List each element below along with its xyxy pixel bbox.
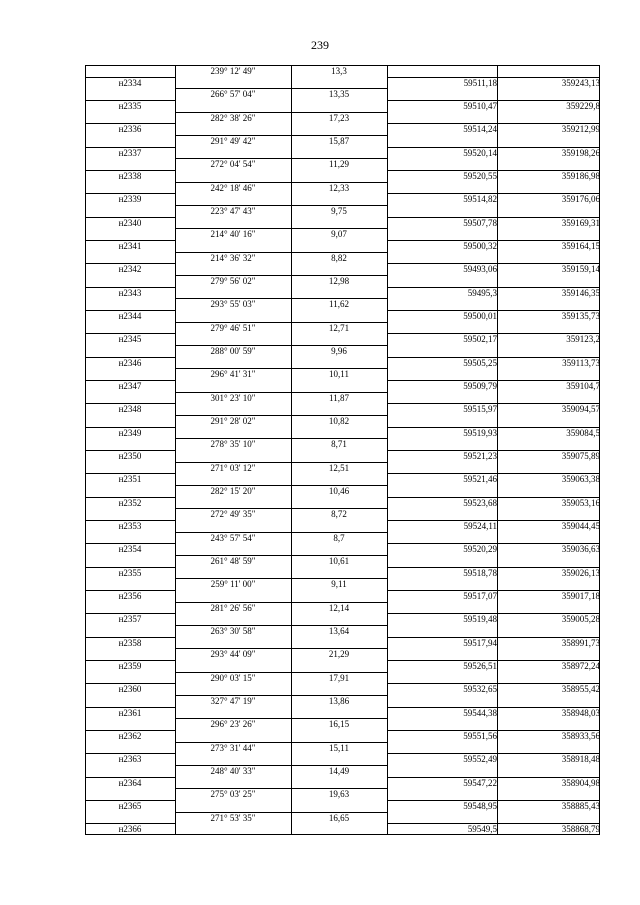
row-divider <box>175 322 387 323</box>
segment-length: 12,51 <box>328 462 350 473</box>
coordinate-y: 358868,79 <box>561 824 600 835</box>
row-divider <box>85 520 175 521</box>
coordinate-y: 358904,98 <box>561 777 600 788</box>
row-divider <box>85 123 175 124</box>
coordinate-y: 359186,98 <box>561 171 600 181</box>
point-id: н2353 <box>118 521 142 531</box>
coordinate-y: 359229,8 <box>566 101 600 111</box>
segment-length: 8,71 <box>331 439 347 450</box>
direction-angle: 271° 03' 12" <box>210 462 256 473</box>
coordinate-x: 59509,79 <box>463 381 497 391</box>
coordinate-x: 59514,24 <box>463 124 497 135</box>
coordinate-y: 359159,14 <box>561 264 600 275</box>
row-divider <box>175 345 387 346</box>
coordinate-y: 359036,63 <box>561 544 600 555</box>
direction-angle: 243° 57' 54" <box>210 532 256 543</box>
point-id: н2350 <box>118 451 142 461</box>
row-divider <box>175 228 387 229</box>
point-id: н2343 <box>118 287 142 298</box>
coordinate-x: 59517,07 <box>463 591 497 601</box>
coordinate-x: 59523,68 <box>463 497 497 508</box>
row-divider <box>387 357 600 358</box>
row-divider <box>387 217 600 218</box>
segment-length: 11,29 <box>329 159 349 170</box>
row-divider <box>387 240 600 241</box>
coordinate-x: 59495,3 <box>467 287 497 298</box>
row-divider <box>175 695 387 696</box>
point-id: н2337 <box>118 147 142 158</box>
segment-length: 17,23 <box>328 112 350 123</box>
coordinate-x: 59544,38 <box>463 707 497 718</box>
direction-angle: 301° 23' 10" <box>210 392 256 403</box>
coordinate-x: 59520,14 <box>463 147 497 158</box>
coordinate-y: 358933,56 <box>561 731 600 741</box>
coordinate-x: 59549,5 <box>467 824 497 835</box>
point-id: н2358 <box>118 637 142 648</box>
coordinate-x: 59511,18 <box>463 77 497 88</box>
direction-angle: 273° 31' 44" <box>210 742 256 753</box>
coordinate-x: 59526,51 <box>463 661 497 671</box>
coordinate-x: 59518,78 <box>463 567 497 578</box>
row-divider <box>85 707 175 708</box>
coordinate-y: 359063,38 <box>561 474 600 485</box>
point-id: н2363 <box>118 754 142 765</box>
coordinate-y: 359075,89 <box>561 451 600 461</box>
segment-length: 15,87 <box>328 136 350 146</box>
point-id: н2354 <box>118 544 142 555</box>
row-divider <box>387 683 600 684</box>
row-divider <box>85 380 175 381</box>
row-divider <box>387 147 600 148</box>
row-divider <box>175 672 387 673</box>
segment-length: 10,46 <box>328 486 350 496</box>
row-divider <box>175 508 387 509</box>
coordinate-x: 59521,46 <box>463 474 497 485</box>
coordinate-x: 59502,17 <box>463 334 497 345</box>
segment-length: 9,75 <box>331 206 347 216</box>
segment-length: 13,64 <box>328 626 350 636</box>
row-divider <box>387 77 600 78</box>
row-divider <box>387 730 600 731</box>
row-divider <box>175 555 387 556</box>
row-divider <box>175 718 387 719</box>
row-divider <box>175 648 387 649</box>
direction-angle: 266° 57' 04" <box>210 89 256 100</box>
point-id: н2361 <box>118 707 142 718</box>
coordinate-y: 359169,31 <box>561 217 600 228</box>
coordinate-y: 359113,73 <box>562 357 600 368</box>
row-divider <box>387 333 600 334</box>
direction-angle: 279° 46' 51" <box>210 322 256 333</box>
row-divider <box>85 660 175 661</box>
segment-length: 8,7 <box>333 532 345 543</box>
segment-length: 14,49 <box>328 766 350 776</box>
coordinate-y: 359135,73 <box>561 311 600 321</box>
segment-length: 16,15 <box>328 719 350 730</box>
coordinate-x: 59519,93 <box>463 427 497 438</box>
point-id: н2338 <box>118 171 142 181</box>
row-divider <box>175 532 387 533</box>
segment-length: 12,33 <box>328 182 350 193</box>
point-id: н2336 <box>118 124 142 135</box>
row-divider <box>85 590 175 591</box>
segment-length: 10,61 <box>328 556 350 566</box>
coordinate-y: 358972,24 <box>561 661 600 671</box>
point-id: н2357 <box>118 614 142 625</box>
direction-angle: 272° 49' 35" <box>210 509 256 520</box>
direction-angle: 263° 30' 58" <box>210 626 256 636</box>
direction-angle: 259° 11' 00" <box>210 579 256 590</box>
coordinate-y: 359212,99 <box>561 124 600 135</box>
segment-length: 15,11 <box>329 742 349 753</box>
row-divider <box>85 613 175 614</box>
direction-angle: 291° 49' 42" <box>210 136 256 146</box>
row-divider <box>387 497 600 498</box>
row-divider <box>175 812 387 813</box>
point-id: н2339 <box>118 194 142 205</box>
row-divider <box>85 357 175 358</box>
row-divider <box>175 158 387 159</box>
segment-length: 9,07 <box>331 229 347 240</box>
coordinate-x: 59505,25 <box>463 357 497 368</box>
row-divider <box>387 193 600 194</box>
row-divider <box>175 765 387 766</box>
row-divider <box>387 287 600 288</box>
direction-angle: 214° 36' 32" <box>210 252 256 263</box>
coordinate-y: 359176,06 <box>561 194 600 205</box>
row-divider <box>387 263 600 264</box>
row-divider <box>387 450 600 451</box>
row-divider <box>85 287 175 288</box>
row-divider <box>85 777 175 778</box>
row-divider <box>175 182 387 183</box>
point-id: н2334 <box>118 77 142 88</box>
page-number: 239 <box>311 38 329 52</box>
row-divider <box>85 637 175 638</box>
direction-angle: 248° 40' 33" <box>210 766 256 776</box>
row-divider <box>85 450 175 451</box>
row-divider <box>387 473 600 474</box>
coordinate-x: 59500,32 <box>463 241 497 251</box>
direction-angle: 327° 47' 19" <box>210 696 256 706</box>
coordinate-y: 358955,42 <box>561 684 600 695</box>
coordinate-y: 359017,18 <box>561 591 600 601</box>
direction-angle: 275° 03' 25" <box>210 789 256 800</box>
coordinate-x: 59552,49 <box>463 754 497 765</box>
row-divider <box>85 730 175 731</box>
row-divider <box>175 275 387 276</box>
point-id: н2351 <box>118 474 142 485</box>
coordinate-x: 59520,29 <box>463 544 497 555</box>
coordinate-x: 59507,78 <box>463 217 497 228</box>
row-divider <box>387 310 600 311</box>
row-divider <box>85 333 175 334</box>
coordinate-y: 359053,16 <box>561 497 600 508</box>
segment-length: 10,82 <box>328 416 350 426</box>
row-divider <box>175 415 387 416</box>
row-divider <box>387 777 600 778</box>
row-divider <box>175 392 387 393</box>
row-divider <box>175 742 387 743</box>
point-id: н2366 <box>118 824 142 835</box>
row-divider <box>85 567 175 568</box>
segment-length: 21,29 <box>328 649 350 660</box>
segment-length: 13,86 <box>328 696 350 706</box>
row-divider <box>175 88 387 89</box>
row-divider <box>175 438 387 439</box>
coordinate-x: 59515,97 <box>463 404 497 415</box>
row-divider <box>387 567 600 568</box>
point-id: н2359 <box>118 661 142 671</box>
coordinate-y: 359123,2 <box>566 334 600 345</box>
row-divider <box>387 637 600 638</box>
direction-angle: 293° 55' 03" <box>210 299 256 310</box>
row-divider <box>175 602 387 603</box>
coordinate-x: 59510,47 <box>463 101 497 111</box>
point-id: н2365 <box>118 801 142 811</box>
coordinate-x: 59532,65 <box>463 684 497 695</box>
row-divider <box>85 403 175 404</box>
segment-length: 9,96 <box>331 346 347 356</box>
coordinate-x: 59514,82 <box>463 194 497 205</box>
segment-length: 10,11 <box>329 369 349 380</box>
row-divider <box>85 77 175 78</box>
row-divider <box>85 193 175 194</box>
point-id: н2360 <box>118 684 142 695</box>
row-divider <box>85 427 175 428</box>
row-divider <box>387 590 600 591</box>
row-divider <box>85 497 175 498</box>
point-id: н2352 <box>118 497 142 508</box>
direction-angle: 282° 15' 20" <box>210 486 256 496</box>
row-divider <box>175 625 387 626</box>
coordinate-x: 59548,95 <box>463 801 497 811</box>
segment-length: 8,82 <box>331 252 347 263</box>
direction-angle: 282° 38' 26" <box>210 112 256 123</box>
coordinate-y: 359198,26 <box>561 147 600 158</box>
coordinate-x: 59520,55 <box>463 171 497 181</box>
row-divider <box>85 170 175 171</box>
row-divider <box>85 473 175 474</box>
point-id: н2364 <box>118 777 142 788</box>
coordinate-x: 59551,56 <box>463 731 497 741</box>
point-id: н2335 <box>118 101 142 111</box>
coordinates-table <box>85 65 600 835</box>
row-divider <box>387 660 600 661</box>
coordinate-y: 358885,43 <box>561 801 600 811</box>
direction-angle: 288° 00' 59" <box>210 346 256 356</box>
point-id: н2342 <box>118 264 142 275</box>
row-divider <box>85 310 175 311</box>
coordinate-x: 59493,06 <box>463 264 497 275</box>
point-id: н2347 <box>118 381 142 391</box>
point-id: н2340 <box>118 217 142 228</box>
direction-angle: 290° 03' 15" <box>210 672 256 683</box>
direction-angle: 296° 41' 31" <box>210 369 256 380</box>
segment-length: 19,63 <box>328 789 350 800</box>
row-divider <box>387 170 600 171</box>
row-divider <box>387 613 600 614</box>
row-divider <box>85 147 175 148</box>
row-divider <box>85 217 175 218</box>
row-divider <box>175 462 387 463</box>
row-divider <box>387 753 600 754</box>
segment-length: 12,14 <box>328 602 350 613</box>
coordinate-y: 358948,03 <box>561 707 600 718</box>
row-divider <box>85 263 175 264</box>
direction-angle: 281° 26' 56" <box>210 602 256 613</box>
coordinate-x: 59521,23 <box>463 451 497 461</box>
row-divider <box>175 485 387 486</box>
direction-angle: 272° 04' 54" <box>210 159 256 170</box>
coordinate-y: 359146,35 <box>561 287 600 298</box>
segment-length: 17,91 <box>328 672 350 683</box>
row-divider <box>85 800 175 801</box>
row-divider <box>387 543 600 544</box>
row-divider <box>175 788 387 789</box>
segment-length: 12,71 <box>328 322 350 333</box>
row-divider <box>387 800 600 801</box>
coordinate-x: 59500,01 <box>463 311 497 321</box>
row-divider <box>175 135 387 136</box>
row-divider <box>85 240 175 241</box>
segment-length: 9,11 <box>331 579 347 590</box>
direction-angle: 271° 53' 35" <box>210 812 256 823</box>
coordinate-y: 359044,45 <box>561 521 600 531</box>
row-divider <box>387 100 600 101</box>
direction-angle: 261° 48' 59" <box>210 556 256 566</box>
point-id: н2341 <box>118 241 142 251</box>
coordinate-x: 59519,48 <box>463 614 497 625</box>
point-id: н2356 <box>118 591 142 601</box>
coordinate-y: 359243,13 <box>561 77 600 88</box>
row-divider <box>85 753 175 754</box>
point-id: н2346 <box>118 357 142 368</box>
row-divider <box>85 543 175 544</box>
direction-angle: 242° 18' 46" <box>210 182 256 193</box>
segment-length: 12,98 <box>328 276 350 286</box>
row-divider <box>387 380 600 381</box>
coordinate-x: 59547,22 <box>463 777 497 788</box>
coordinate-y: 359005,28 <box>561 614 600 625</box>
row-divider <box>387 427 600 428</box>
coordinate-y: 358918,48 <box>561 754 600 765</box>
row-divider <box>387 823 600 824</box>
segment-length: 11,87 <box>329 392 349 403</box>
row-divider <box>175 578 387 579</box>
point-id: н2355 <box>118 567 142 578</box>
row-divider <box>175 205 387 206</box>
row-divider <box>175 112 387 113</box>
segment-length: 16,65 <box>328 812 350 823</box>
row-divider <box>85 683 175 684</box>
point-id: н2344 <box>118 311 142 321</box>
direction-angle: 279° 56' 02" <box>210 276 256 286</box>
segment-length: 13,3 <box>331 66 347 76</box>
direction-angle: 223° 47' 43" <box>210 206 256 216</box>
coordinate-y: 359104,7 <box>566 381 600 391</box>
direction-angle: 291° 28' 02" <box>210 416 256 426</box>
point-id: н2362 <box>118 731 142 741</box>
segment-length: 8,72 <box>331 509 347 520</box>
coordinate-y: 359026,13 <box>561 567 600 578</box>
segment-length: 11,62 <box>329 299 349 310</box>
row-divider <box>175 252 387 253</box>
row-divider <box>175 298 387 299</box>
point-id: н2348 <box>118 404 142 415</box>
coordinate-y: 359084,5 <box>566 427 600 438</box>
coordinate-y: 359094,57 <box>561 404 600 415</box>
direction-angle: 293° 44' 09" <box>210 649 256 660</box>
direction-angle: 214° 40' 16" <box>210 229 256 240</box>
row-divider <box>85 100 175 101</box>
direction-angle: 296° 23' 26" <box>210 719 256 730</box>
point-id: н2345 <box>118 334 142 345</box>
segment-length: 13,35 <box>328 89 350 100</box>
coordinate-x: 59524,11 <box>463 521 497 531</box>
row-divider <box>387 403 600 404</box>
coordinate-y: 359164,15 <box>561 241 600 251</box>
row-divider <box>85 823 175 824</box>
row-divider <box>387 707 600 708</box>
coordinate-x: 59517,94 <box>463 637 497 648</box>
direction-angle: 278° 35' 10" <box>210 439 256 450</box>
coordinate-y: 358991,73 <box>561 637 600 648</box>
row-divider <box>175 368 387 369</box>
row-divider <box>387 123 600 124</box>
point-id: н2349 <box>118 427 142 438</box>
direction-angle: 239° 12' 49" <box>210 66 256 76</box>
row-divider <box>387 520 600 521</box>
